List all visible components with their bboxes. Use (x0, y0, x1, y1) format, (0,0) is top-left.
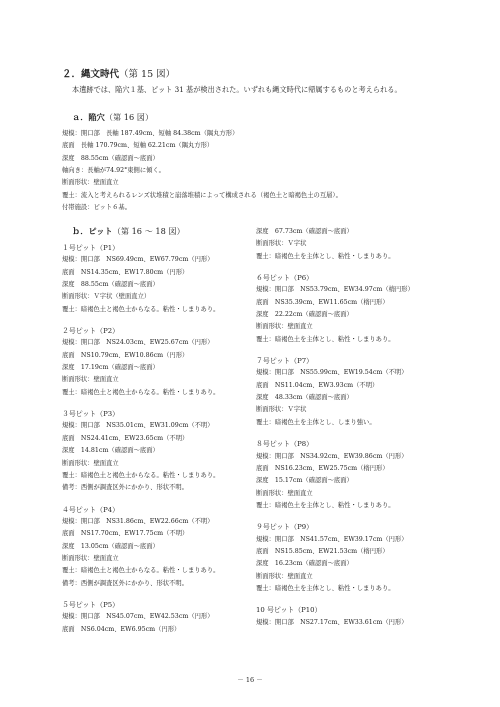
pitfall-line: 断面形状：壁面直立 (62, 179, 119, 187)
pit-detail-line: 底面 NS15.85cm、EW21.53cm（楕円形） (256, 547, 389, 555)
pit-detail-line: 底面 NS35.39cm、EW11.65cm（楕円形） (256, 298, 389, 306)
pitfall-line: 底面 長軸 170.79cm、短軸 62.21cm（隅丸方形） (62, 142, 214, 150)
section-heading (62, 66, 175, 80)
section-intro: 本遺跡では、陥穴１基、ピット 31 基が検出された。いずれも縄文時代に帰属するものと考えられる。 (72, 85, 402, 94)
pit-detail-line: 覆土：暗褐色土を主体とし、粘性・しまりあり。 (256, 252, 395, 260)
pit-detail-line: 底面 NS11.04cm、EW3.93cm（不明） (256, 381, 379, 389)
pit-title: ２号ピット（P2） (62, 327, 119, 336)
pit-detail-line: 規模：開口部 NS27.17cm、EW33.61cm（円形） (256, 618, 408, 626)
pit-detail-line: 底面 NS17.70cm、EW17.75cm（不明） (62, 530, 189, 538)
pit-detail-line: 備考：西側が調査区外にかかり、形状不明。 (62, 579, 188, 587)
pit-entry (62, 599, 219, 636)
pit-detail-line: 深度 15.17cm（確認面～底面） (256, 477, 353, 485)
pit-detail-line: 備考：西側が調査区外にかかり、形状不明。 (62, 484, 188, 492)
pit-detail-line: 覆土：暗褐色土を主体とし、しまり強い。 (256, 418, 376, 426)
pit-detail-line: 断面形状：Ｖ字状（壁面直立） (62, 293, 151, 301)
pit-entry (62, 408, 219, 494)
pit-title: ５号ピット（P5） (62, 600, 119, 609)
pit-title: ７号ピット（P7） (256, 357, 313, 366)
pit-detail-line: 覆土：暗褐色土と褐色土からなる。粘性・しまりあり。 (62, 471, 220, 479)
pit-detail-line: 規模：開口部 NS55.99cm、EW19.54cm（不明） (256, 369, 408, 377)
pitfall-line: 軸向き：長軸が74.92°東側に傾く。 (62, 167, 165, 175)
pit-detail-line: 深度 22.22cm（確認面～底面） (256, 311, 353, 319)
pit-title: 10 号ピット（P10） (256, 606, 322, 615)
pit-title: ６号ピット（P6） (256, 274, 313, 283)
pit-entry (256, 355, 414, 429)
pit-detail-line: 底面 NS10.79cm、EW10.86cm（円形） (62, 351, 189, 359)
pit-detail-line: 断面形状：壁面直立 (256, 489, 313, 497)
pit-detail-line: 底面 NS16.23cm、EW25.75cm（楕円形） (256, 464, 389, 472)
pitfall-figure-ref: （第 16 図） (104, 112, 154, 122)
pitfall-line: 覆土：流入と考えられるレンズ状堆積と崩落堆積によって構成される（褐色土と暗褐色土の互層）。 (62, 191, 342, 199)
pit-title: ８号ピット（P8） (256, 440, 313, 449)
pit-detail-line: 断面形状：Ｖ字状 (256, 406, 307, 414)
pit-title: ９号ピット（P9） (256, 523, 313, 532)
pit-entry (62, 504, 219, 590)
pit-detail-line: 覆土：暗褐色土と褐色土からなる。粘性・しまりあり。 (62, 567, 220, 575)
pit-detail-line: 規模：開口部 NS24.03cm、EW25.67cm（円形） (62, 339, 214, 347)
pit-detail-line: 断面形状：壁面直立 (62, 554, 119, 562)
pit-detail-line: 断面形状：壁面直立 (256, 323, 313, 331)
pit-entry (62, 325, 219, 399)
pit-detail-line: 規模：開口部 NS53.79cm、EW34.97cm（楕円形） (256, 286, 414, 294)
pitfall-line: 付帯施設：ピット６基。 (62, 204, 132, 212)
pit-detail-line: 深度 67.73cm（確認面～底面） (256, 228, 353, 235)
pit-detail-line: 断面形状：Ｖ字状 (256, 240, 307, 248)
pitfall-details (62, 128, 342, 214)
pit-detail-line: 深度 88.55cm（確認面～底面） (62, 281, 159, 289)
pits-heading (72, 226, 185, 237)
page-number: － 16 － (237, 676, 263, 684)
pitfall-line: 深度 88.55cm（確認面～底面） (62, 154, 159, 162)
pit-detail-line: 深度 14.81cm（確認面～底面） (62, 447, 159, 455)
pit-entry (256, 521, 414, 595)
pit-detail-line: 深度 13.05cm（確認面～底面） (62, 542, 159, 550)
pit-detail-line: 深度 16.23cm（確認面～底面） (256, 560, 353, 568)
pit-detail-line: 規模：開口部 NS34.92cm、EW39.86cm（円形） (256, 452, 408, 460)
pits-title: ｂ．ピット (72, 226, 113, 236)
pitfall-line: 規模：開口部 長軸 187.49cm、短軸 84.38cm（隅丸方形） (62, 130, 239, 137)
pit-detail-line: 断面形状：壁面直立 (256, 572, 313, 580)
pit-detail-line: 覆土：暗褐色土を主体とし、粘性・しまりあり。 (256, 584, 395, 592)
pits-left-column (62, 242, 219, 636)
pit-detail-line: 底面 NS6.04cm、EW6.95cm（円形） (62, 625, 181, 633)
pit-entry (256, 272, 414, 346)
pit-detail-line: 断面形状：壁面直立 (62, 376, 119, 384)
pit-detail-line: 規模：開口部 NS41.57cm、EW39.17cm（円形） (256, 535, 408, 543)
pit-entry-continued (256, 226, 414, 263)
pit-detail-line: 規模：開口部 NS35.01cm、EW31.09cm（不明） (62, 422, 214, 430)
pit-detail-line: 底面 NS14.35cm、EW17.80cm（円形） (62, 268, 189, 276)
pitfall-title: ａ．陥穴 (72, 112, 105, 122)
pit-detail-line: 規模：開口部 NS31.86cm、EW22.66cm（不明） (62, 517, 214, 525)
pit-detail-line: 覆土：暗褐色土を主体とし、粘性・しまりあり。 (256, 335, 395, 343)
pit-detail-line: 深度 48.33cm（確認面～底面） (256, 394, 353, 402)
pit-detail-line: 覆土：暗褐色土と褐色土からなる。粘性・しまりあり。 (62, 388, 220, 396)
pitfall-heading (72, 112, 153, 123)
pit-entry (256, 438, 414, 512)
pit-title: ３号ピット（P3） (62, 410, 119, 419)
pit-entry (256, 604, 414, 629)
pit-detail-line: 底面 NS24.41cm、EW23.65cm（不明） (62, 434, 189, 442)
section-figure-ref: （第 15 図） (119, 69, 176, 80)
pit-detail-line: 覆土：暗褐色土を主体とし、粘性・しまりあり。 (256, 501, 395, 509)
section-title: ２．縄文時代 (62, 69, 120, 80)
pit-title: ４号ピット（P4） (62, 505, 119, 514)
pit-entry (62, 242, 219, 316)
pit-detail-line: 断面形状：壁面直立 (62, 459, 119, 467)
pit-detail-line: 深度 17.19cm（確認面～底面） (62, 364, 159, 372)
pit-detail-line: 覆土：暗褐色土と褐色土からなる。粘性・しまりあり。 (62, 305, 220, 313)
pit-title: １号ピット（P1） (62, 244, 119, 252)
pits-figure-ref: （第 16 ～ 18 図） (112, 226, 185, 236)
pit-detail-line: 規模：開口部 NS69.49cm、EW67.79cm（円形） (62, 256, 214, 264)
pit-detail-line: 規模：開口部 NS45.07cm、EW42.53cm（円形） (62, 613, 214, 621)
pits-right-column (256, 226, 414, 629)
